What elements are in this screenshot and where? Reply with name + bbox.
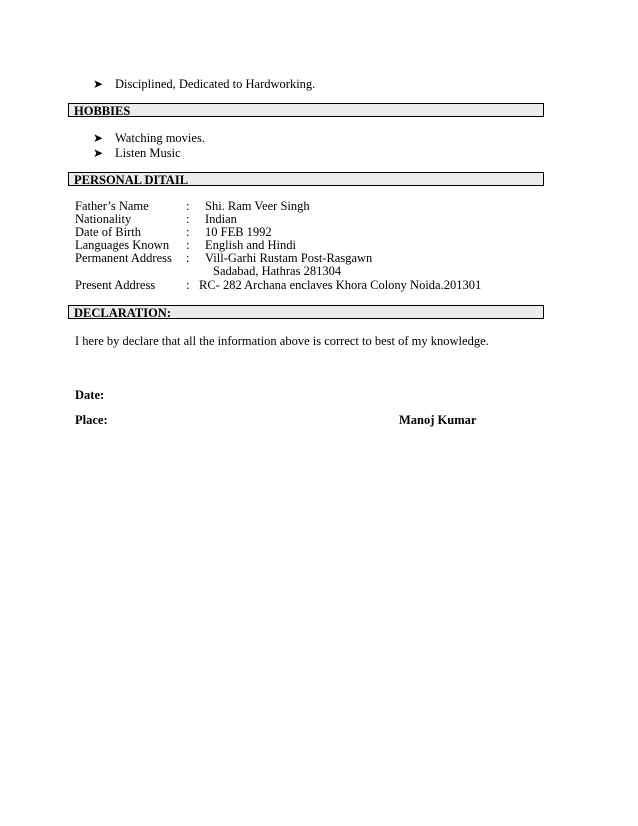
detail-value: Sadabad, Hathras 281304 [213,264,342,278]
section-heading-text: PERSONAL DITAIL [74,173,189,187]
detail-label: Date of Birth [75,225,141,239]
section-heading-hobbies [68,103,544,117]
detail-colon: : [186,212,190,226]
strength-item-text: Disciplined, Dedicated to Hardworking. [115,77,316,91]
hobby-item-text: Listen Music [115,146,181,160]
section-heading-text: HOBBIES [74,104,131,118]
section-heading-declaration [68,305,544,319]
signature-name: Manoj Kumar [399,413,477,427]
detail-label: Languages Known [75,238,170,252]
detail-value: Vill-Garhi Rustam Post-Rasgawn [205,251,373,265]
declaration-text: I here by declare that all the information above is correct to best of my knowledge. [75,334,489,348]
date-label: Date: [75,388,105,402]
list-item [93,146,181,160]
arrowhead-bullet-icon: ➤ [93,131,104,145]
section-heading-personal [68,172,544,186]
detail-label: Present Address [75,278,156,292]
detail-colon: : [186,251,190,265]
list-item [93,131,205,145]
place-label: Place: [75,413,108,427]
detail-label: Nationality [75,212,132,226]
detail-colon: : [186,238,190,252]
hobby-item-text: Watching movies. [115,131,205,145]
arrowhead-bullet-icon: ➤ [93,146,104,160]
arrowhead-bullet-icon: ➤ [93,77,104,91]
detail-colon: : [186,225,190,239]
detail-label: Father’s Name [75,199,149,213]
section-heading-text: DECLARATION: [74,306,171,320]
list-item [93,77,315,91]
detail-value: RC- 282 Archana enclaves Khora Colony Noida.201301 [199,278,482,292]
detail-colon: : [186,278,190,292]
detail-value: Indian [205,212,237,226]
detail-colon: : [186,199,190,213]
detail-label: Permanent Address [75,251,172,265]
detail-value: 10 FEB 1992 [205,225,272,239]
detail-value: English and Hindi [205,238,296,252]
detail-value: Shi. Ram Veer Singh [205,199,310,213]
